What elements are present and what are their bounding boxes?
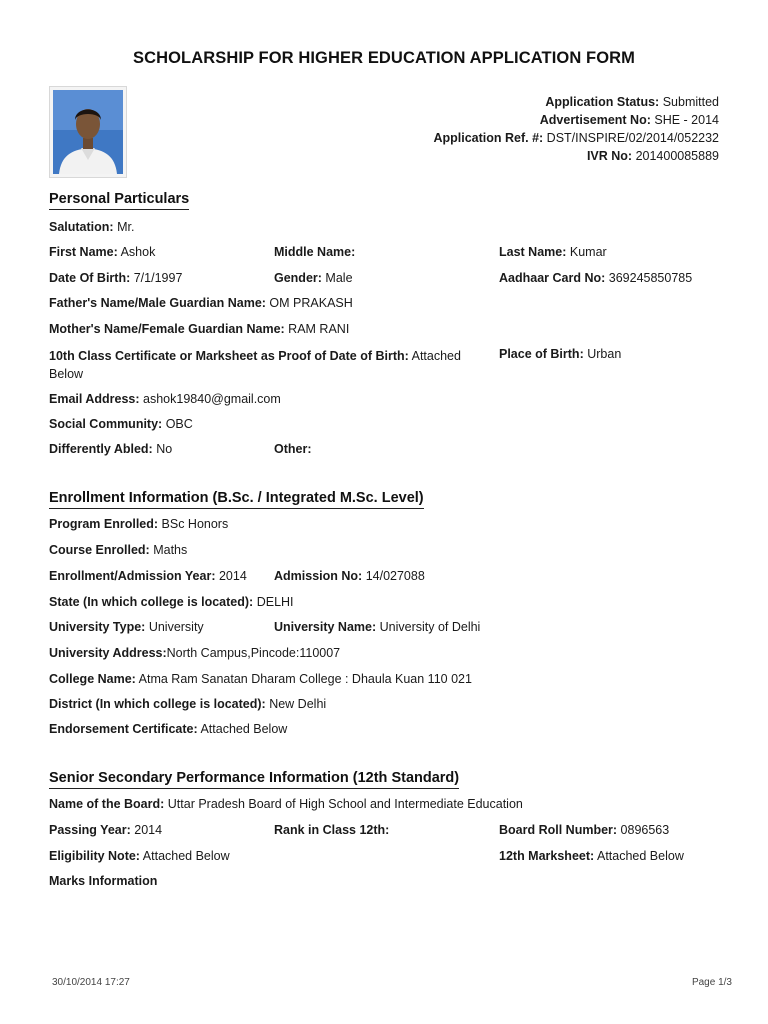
application-status-value: Submitted <box>662 95 719 109</box>
dob-field: Date Of Birth: 7/1/1997 <box>49 271 183 285</box>
applicant-photo-image <box>53 90 123 174</box>
marksheet-field: 12th Marksheet: Attached Below <box>499 849 684 863</box>
college-district-field: District (In which college is located): New Delhi <box>49 697 327 711</box>
place-of-birth-field: Place of Birth: Urban <box>499 347 622 361</box>
board-roll-number-field: Board Roll Number: 0896563 <box>499 823 670 837</box>
form-title: SCHOLARSHIP FOR HIGHER EDUCATION APPLICATION FORM <box>132 49 636 67</box>
class-rank-field: Rank in Class 12th: <box>274 823 390 837</box>
page-number: Page 1/3 <box>691 977 732 988</box>
enrollment-heading: Enrollment Information (B.Sc. / Integrated M.Sc. Level) <box>49 490 424 509</box>
first-name-field: First Name: Ashok <box>49 245 156 259</box>
course-enrolled-field: Course Enrolled: Maths <box>49 543 188 557</box>
admission-no-field: Admission No: 14/027088 <box>274 569 425 583</box>
advertisement-value: SHE - 2014 <box>654 113 719 127</box>
advertisement-label: Advertisement No: <box>539 113 651 127</box>
college-name-field: College Name: Atma Ram Sanatan Dharam College : Dhaula Kuan 110 021 <box>49 672 472 686</box>
advertisement-line <box>433 111 719 129</box>
university-type-field: University Type: University <box>49 620 204 634</box>
application-ref-value: DST/INSPIRE/02/2014/052232 <box>546 131 719 145</box>
board-name-field: Name of the Board: Uttar Pradesh Board of High School and Intermediate Education <box>49 797 523 811</box>
university-name-field: University Name: University of Delhi <box>274 620 481 634</box>
applicant-photo <box>49 86 127 178</box>
admission-year-field: Enrollment/Admission Year: 2014 <box>49 569 247 583</box>
university-address-field: University Address:North Campus,Pincode:110007 <box>49 646 341 660</box>
senior-secondary-heading: Senior Secondary Performance Information (12th Standard) <box>49 770 459 789</box>
program-enrolled-field: Program Enrolled: BSc Honors <box>49 517 229 531</box>
gender-field: Gender: Male <box>274 271 353 285</box>
passing-year-field: Passing Year: 2014 <box>49 823 163 837</box>
application-status-label: Application Status: <box>545 95 660 109</box>
dob-proof-field: 10th Class Certificate or Marksheet as Proof of Date of Birth: Attached Below <box>49 349 461 381</box>
marks-information-label: Marks Information <box>49 874 158 888</box>
ivr-value: 201400085889 <box>635 149 719 163</box>
salutation-field: Salutation: Mr. <box>49 220 135 234</box>
email-field: Email Address: ashok19840@gmail.com <box>49 392 281 406</box>
middle-name-field: Middle Name: <box>274 245 356 259</box>
application-status-block <box>433 93 719 165</box>
last-name-field: Last Name: Kumar <box>499 245 607 259</box>
father-name-field: Father's Name/Male Guardian Name: OM PRAKASH <box>49 296 353 310</box>
college-state-field: State (In which college is located): DELHI <box>49 595 294 609</box>
social-community-field: Social Community: OBC <box>49 417 193 431</box>
application-ref-label: Application Ref. #: <box>433 131 544 145</box>
application-status-line <box>433 93 719 111</box>
personal-particulars-heading: Personal Particulars <box>49 191 189 210</box>
eligibility-note-field: Eligibility Note: Attached Below <box>49 849 230 863</box>
other-field: Other: <box>274 442 312 456</box>
ivr-line <box>433 147 719 165</box>
endorsement-certificate-field: Endorsement Certificate: Attached Below <box>49 722 288 736</box>
differently-abled-field: Differently Abled: No <box>49 442 173 456</box>
ivr-label: IVR No: <box>586 149 633 163</box>
aadhaar-field: Aadhaar Card No: 369245850785 <box>499 271 693 285</box>
print-timestamp: 30/10/2014 17:27 <box>52 977 130 988</box>
mother-name-field: Mother's Name/Female Guardian Name: RAM RANI <box>49 322 350 336</box>
application-ref-line <box>433 129 719 147</box>
